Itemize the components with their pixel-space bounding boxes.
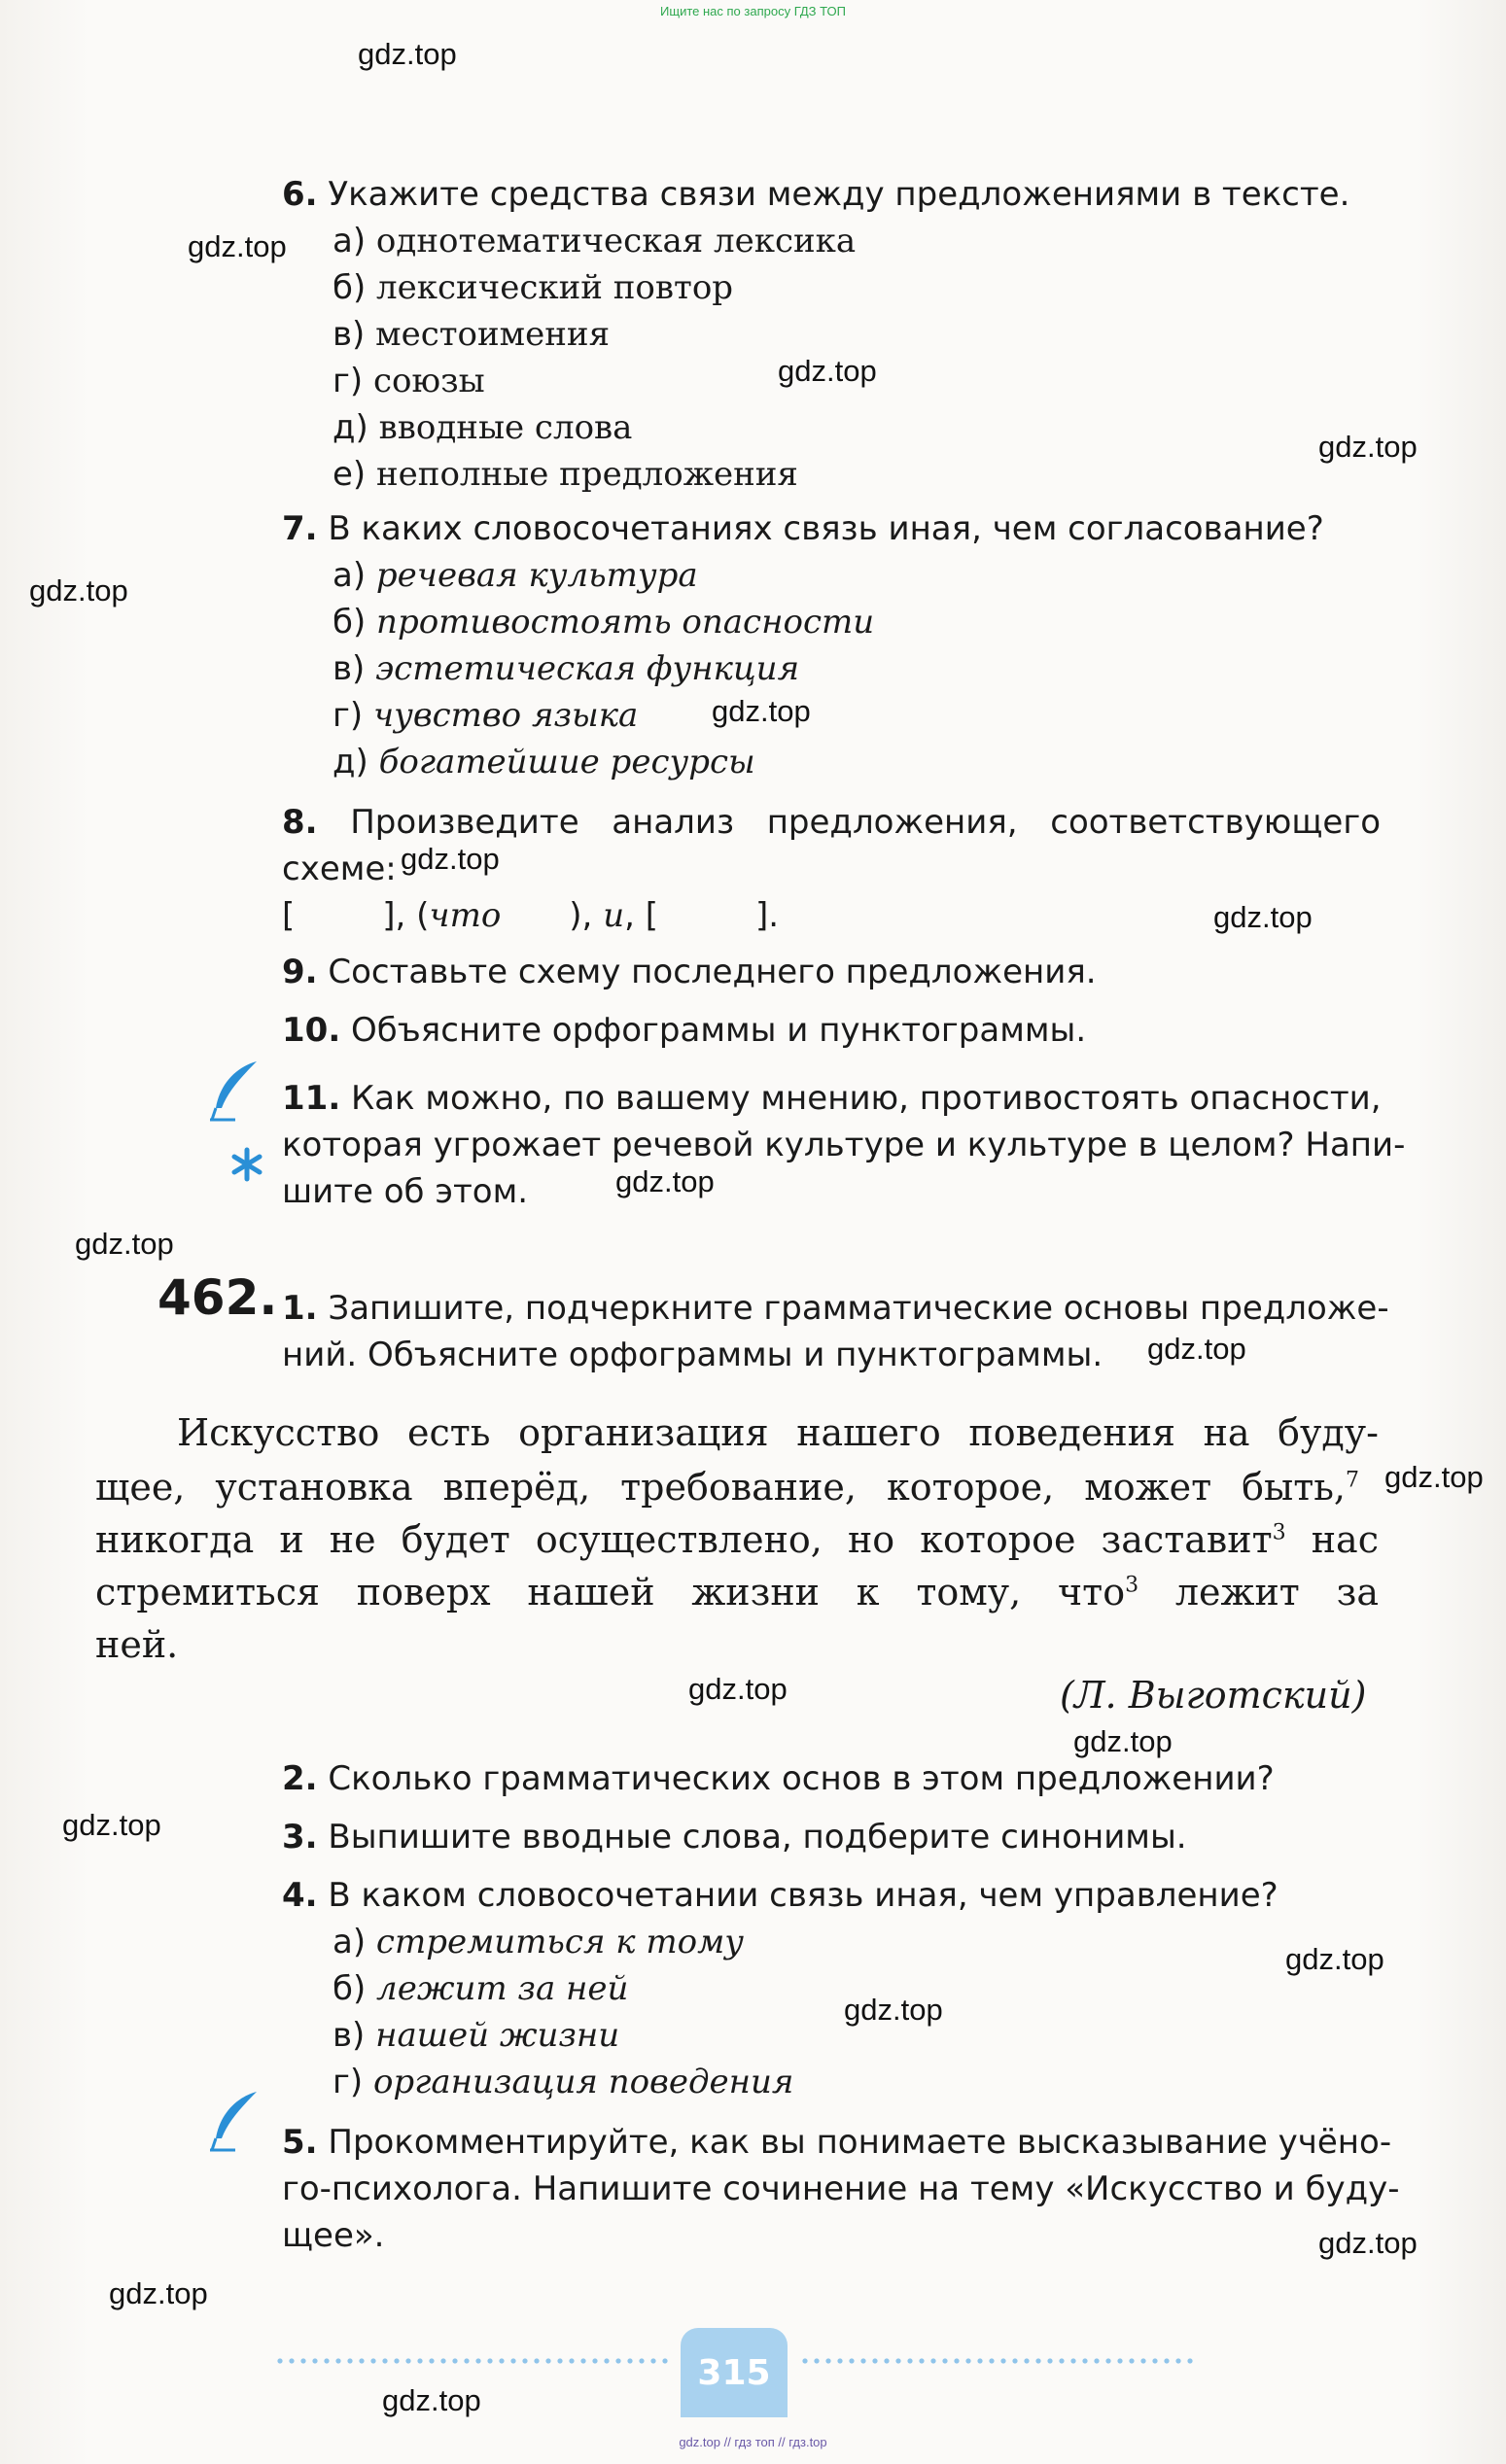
page-number: 315 [681,2328,788,2417]
ex462-task-2 [282,1759,1275,1798]
asterisk-icon [229,1147,264,1182]
option-letter: д) [333,408,368,447]
task-number: 8. [282,803,318,842]
option-item [333,603,874,642]
option-text: нашей жизни [375,2016,620,2055]
option-letter: а) [333,1923,367,1961]
task-number: 3. [282,1818,318,1857]
option-item [333,1969,628,2008]
option-item [333,743,755,781]
option-item [333,315,610,354]
option-item [333,649,799,688]
watermark: gdz.top [29,573,128,607]
dotted-rule-left [274,2357,673,2365]
watermark: gdz.top [778,354,877,388]
option-text: лексический повтор [376,268,734,307]
task-6 [282,175,1349,214]
scheme-word: что [429,896,502,935]
option-item [333,2016,619,2055]
option-text: неполные предложения [376,455,798,494]
option-text: организация поведения [372,2063,794,2101]
quote-text: стремиться поверх нашей жизни к тому, что [95,1571,1126,1614]
option-item [333,268,733,307]
option-text: чувство языка [372,696,639,735]
option-letter: а) [333,556,367,595]
option-item [333,362,485,400]
watermark: gdz.top [62,1808,161,1842]
task-number: 11. [282,1079,341,1118]
scheme-bracket: ), [569,896,604,935]
task-text: Объясните орфограммы и пунктограммы. [351,1011,1087,1050]
feather-pen-icon [206,1059,261,1122]
option-letter: г) [333,362,364,400]
option-text: богатейшие ресурсы [378,743,755,781]
option-text: однотематическая лексика [375,222,857,260]
option-letter: г) [333,696,364,735]
option-text: лежит за ней [376,1969,629,2008]
superscript-mark: 7 [1346,1468,1359,1493]
quote-text: никогда и не будет осуществлено, но которое заставит [95,1518,1273,1561]
option-item [333,1923,744,1961]
option-letter: в) [333,649,366,688]
watermark: gdz.top [1318,430,1418,464]
option-text: союзы [372,362,485,400]
exercise-number: 462. [158,1269,278,1326]
ex462-task-3 [282,1818,1187,1857]
task-text: Выпишите вводные слова, подберите синонимы. [328,1818,1187,1857]
task-number: 9. [282,953,318,991]
task-text: Как можно, по вашему мнению, противостоять опасности, [351,1079,1382,1118]
task-11-line2: которая угрожает речевой культуре и культуре в целом? Напи- [282,1126,1406,1164]
task-number: 7. [282,509,318,548]
task-text: Прокомментируйте, как вы понимаете высказывание учёно- [328,2123,1392,2162]
quote-text: щее, установка вперёд, требование, которое, может быть, [95,1466,1346,1509]
task-11-line3: шите об этом. [282,1172,529,1211]
watermark: gdz.top [109,2276,208,2310]
quote-author: (Л. Выготский) [1060,1674,1367,1717]
option-text: эстетическая функция [375,649,800,688]
watermark: gdz.top [615,1164,715,1198]
quote-line: Искусство есть организация нашего поведения на буду- [177,1411,1379,1454]
watermark: gdz.top [358,37,457,71]
task-7 [282,509,1324,548]
option-letter: в) [333,2016,366,2055]
dotted-rule-right [799,2357,1198,2365]
option-text: стремиться к тому [375,1923,745,1961]
watermark: gdz.top [188,229,287,263]
option-item [333,408,632,447]
task-9 [282,953,1097,991]
quote-text: нас [1285,1518,1379,1561]
watermark: gdz.top [75,1227,174,1261]
option-letter: б) [333,603,367,642]
scheme-word: и [603,896,625,935]
scheme-bracket: ]. [754,896,780,935]
option-item [333,455,798,494]
watermark: gdz.top [844,1993,943,2027]
option-letter: г) [333,2063,364,2101]
watermark: gdz.top [712,694,811,728]
option-text: вводные слова [378,408,633,447]
task-text: Сколько грамматических основ в этом предложении? [328,1759,1275,1798]
task-text: В каком словосочетании связь иная, чем управление? [328,1876,1278,1915]
task-text: Укажите средства связи между предложениями в тексте. [328,175,1350,214]
watermark: gdz.top [1147,1332,1246,1366]
ex462-task-5-line3: щее». [282,2216,385,2255]
quote-text: лежит за [1138,1571,1379,1614]
task-number: 10. [282,1011,341,1050]
quote-line: ней. [95,1623,179,1666]
option-letter: д) [333,743,368,781]
sentence-scheme [282,896,779,935]
task-text: Произведите анализ предложения, соответствующего [350,803,1381,842]
watermark: gdz.top [1285,1942,1384,1976]
scheme-bracket: , [ [624,896,658,935]
task-8 [282,803,1381,842]
scheme-bracket: [ [282,896,296,935]
option-letter: б) [333,1969,367,2008]
watermark: gdz.top [688,1672,788,1706]
task-number: 6. [282,175,318,214]
superscript-mark: 3 [1272,1520,1286,1545]
bottom-banner: gdz.top // гдз топ // гдз.top [679,2435,827,2449]
watermark: gdz.top [1384,1460,1484,1494]
watermark: gdz.top [1073,1724,1173,1758]
ex462-task-5-line2: го-психолога. Напишите сочинение на тему «Искусство и буду- [282,2169,1400,2208]
option-letter: в) [333,315,366,354]
task-number: 4. [282,1876,318,1915]
ex462-task-1 [282,1289,1389,1328]
option-letter: б) [333,268,367,307]
quote-line [95,1516,1379,1563]
option-item [333,2063,793,2101]
option-text: местоимения [375,315,611,354]
watermark: gdz.top [382,2383,481,2417]
superscript-mark: 3 [1125,1573,1139,1598]
option-item [333,696,638,735]
quote-line [95,1464,1359,1510]
option-item [333,222,856,260]
ex462-task-5 [282,2123,1392,2162]
option-text: противостоять опасности [376,603,875,642]
task-text: Запишите, подчеркните грамматические основы предложе- [328,1289,1389,1328]
watermark: gdz.top [1213,900,1313,934]
task-10 [282,1011,1086,1050]
option-text: речевая культура [375,556,698,595]
scheme-bracket: ], ( [382,896,430,935]
feather-pen-icon [206,2090,261,2152]
task-8-line2: схеме: [282,850,397,888]
ex462-task-1-line2: ний. Объясните орфограммы и пунктограммы. [282,1336,1103,1374]
task-11 [282,1079,1381,1118]
top-banner: Ищите нас по запросу ГДЗ ТОП [660,4,846,18]
quote-line [95,1569,1379,1615]
task-number: 5. [282,2123,318,2162]
ex462-task-4 [282,1876,1278,1915]
task-number: 1. [282,1289,318,1328]
task-number: 2. [282,1759,318,1798]
task-text: В каких словосочетаниях связь иная, чем согласование? [328,509,1324,548]
task-text: Составьте схему последнего предложения. [328,953,1097,991]
watermark: gdz.top [401,842,500,876]
watermark: gdz.top [1318,2226,1418,2260]
option-letter: е) [333,455,367,494]
option-letter: а) [333,222,367,260]
option-item [333,556,698,595]
